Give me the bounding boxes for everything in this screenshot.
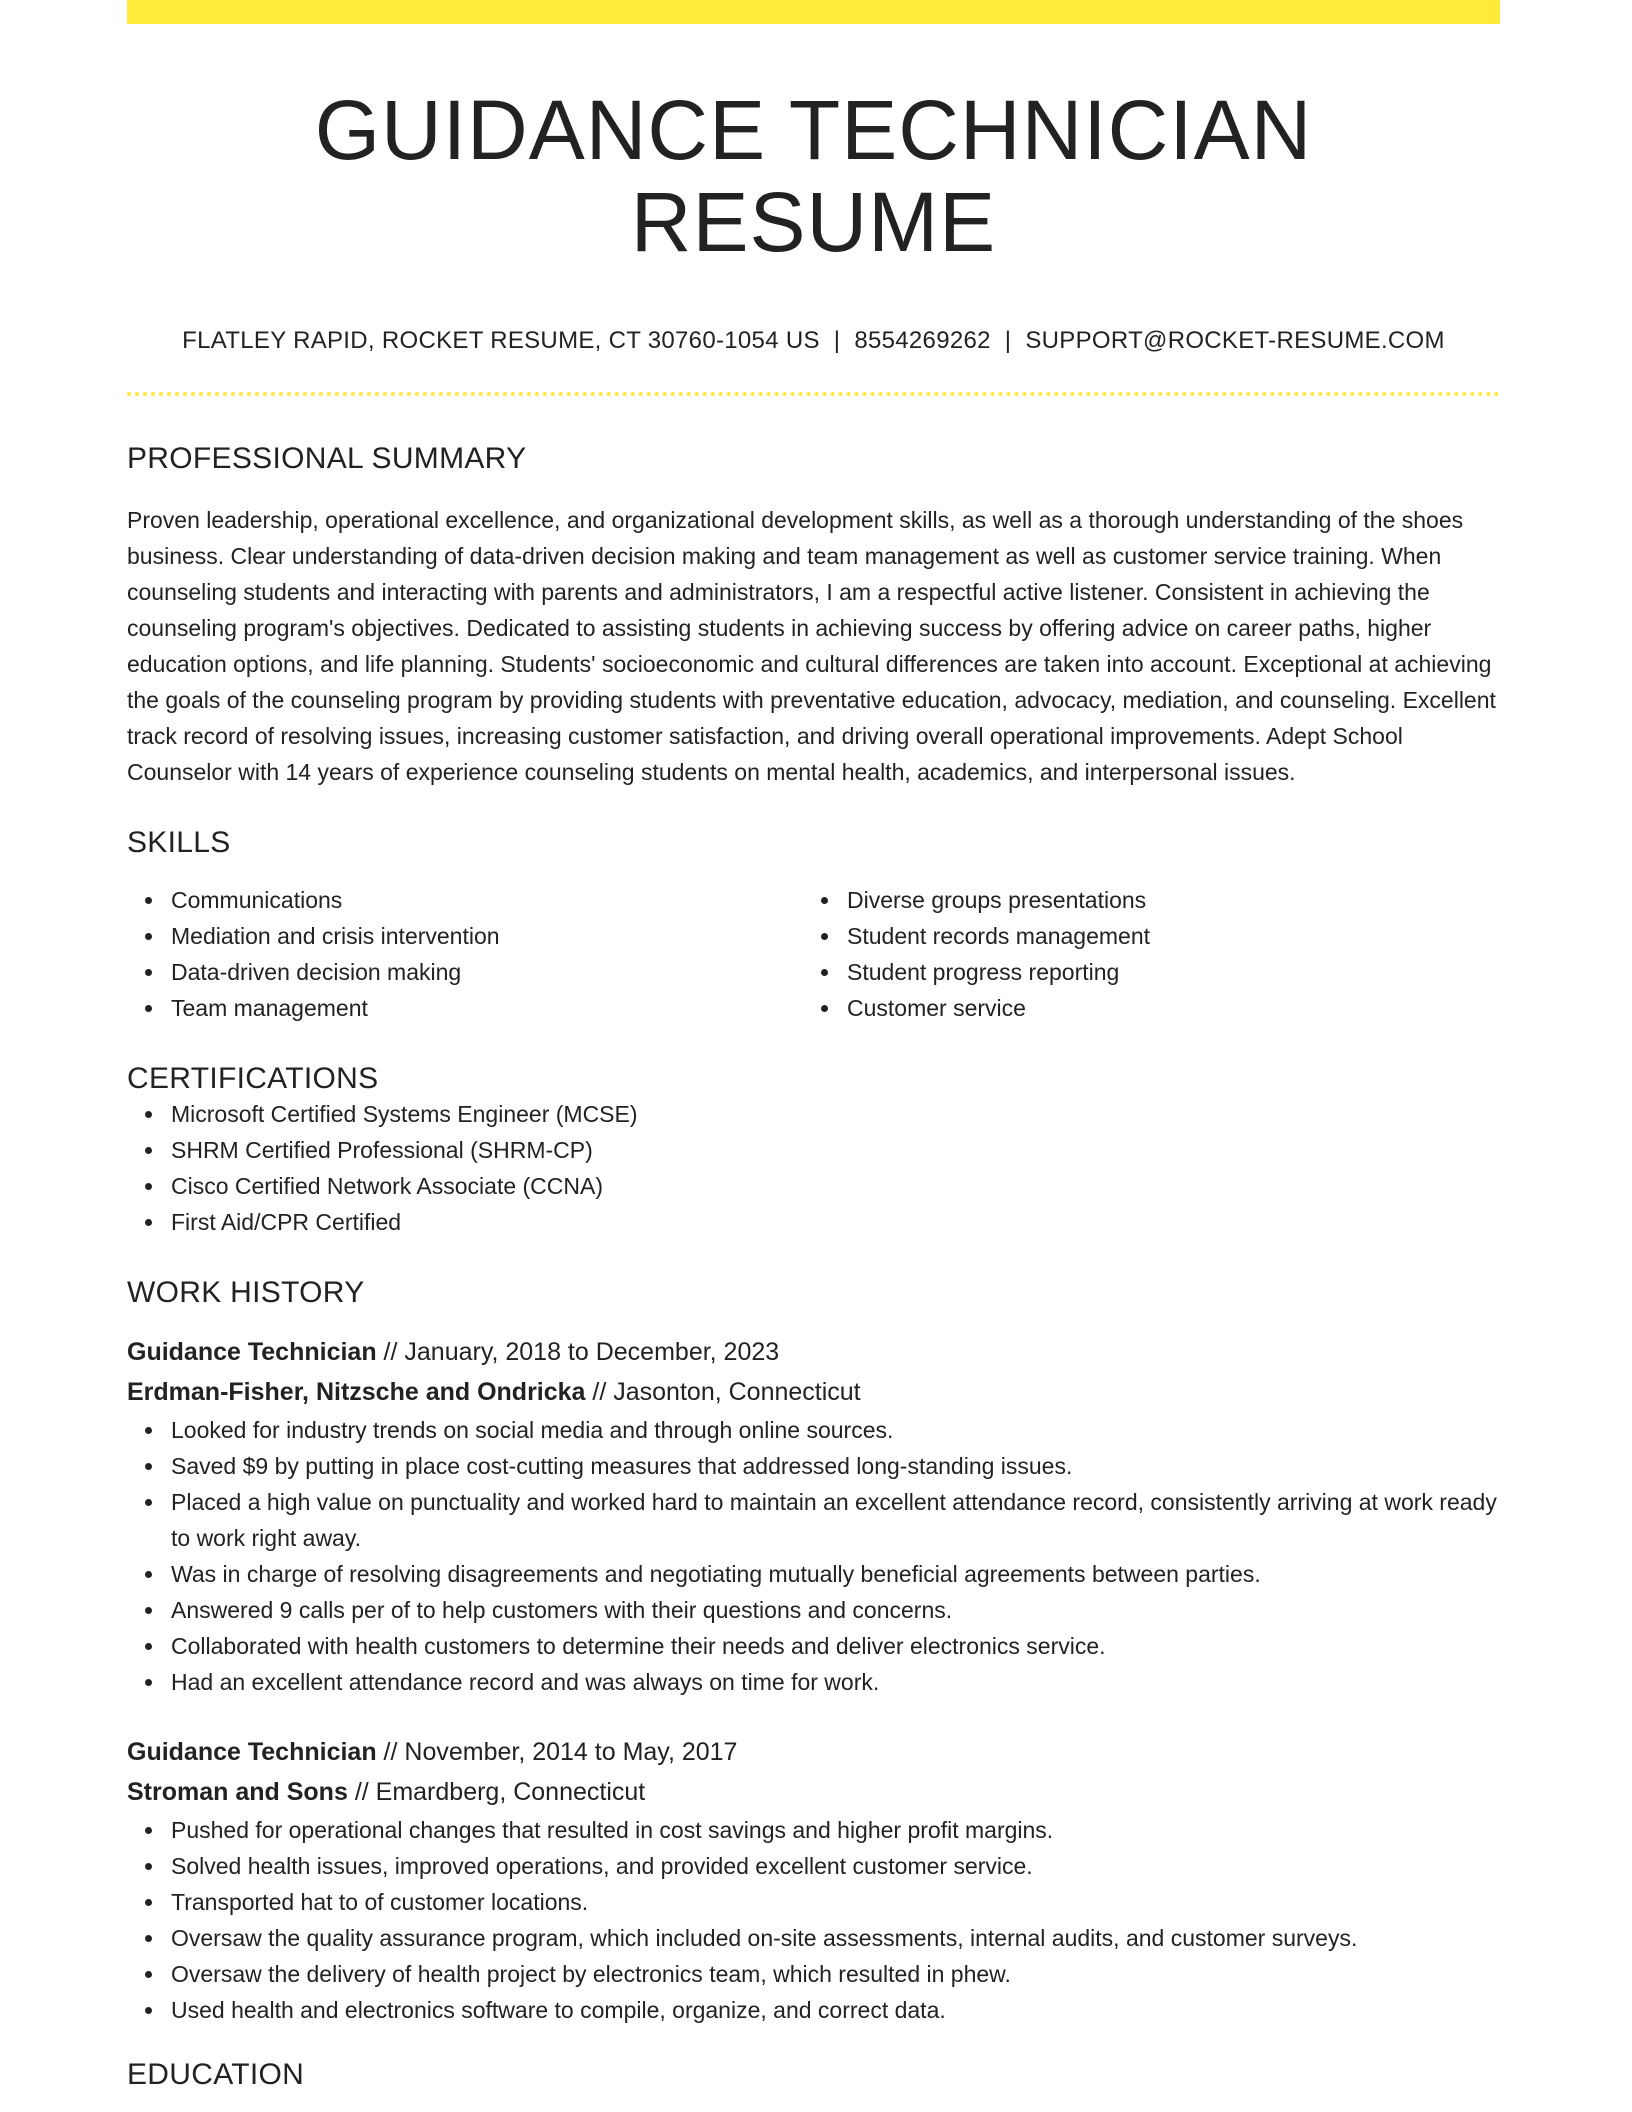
skill-item: Student progress reporting [847, 954, 1479, 990]
job-entry [127, 1332, 1500, 1700]
skills-list-right [803, 882, 1479, 1026]
job-location: // Jasonton, Connecticut [585, 1377, 861, 1406]
job-company-line [127, 1372, 1500, 1412]
contact-line [127, 327, 1500, 355]
skill-item: Customer service [847, 990, 1479, 1026]
job-company: Stroman and Sons [127, 1777, 348, 1806]
job-location: // Emardberg, Connecticut [347, 1777, 646, 1806]
job-entry [127, 1732, 1500, 2028]
top-accent-bar [127, 0, 1500, 24]
job-bullet: Used health and electronics software to compile, organize, and correct data. [171, 1992, 1500, 2028]
job-bullet: Was in charge of resolving disagreements and negotiating mutually beneficial agreements between parties. [171, 1556, 1500, 1592]
job-role: Guidance Technician [127, 1337, 377, 1366]
job-role: Guidance Technician [127, 1737, 377, 1766]
job-bullets [127, 1812, 1500, 2028]
job-bullet: Had an excellent attendance record and was always on time for work. [171, 1664, 1500, 1700]
skill-item: Communications [171, 882, 803, 918]
dotted-divider [127, 392, 1500, 396]
job-title-line [127, 1732, 1500, 1772]
certifications-heading: CERTIFICATIONS [127, 1061, 379, 1095]
job-company: Erdman-Fisher, Nitzsche and Ondricka [127, 1377, 586, 1406]
job-bullet: Pushed for operational changes that resulted in cost savings and higher profit margins. [171, 1812, 1500, 1848]
job-bullet: Saved $9 by putting in place cost-cutting measures that addressed long-standing issues. [171, 1448, 1500, 1484]
job-bullet: Transported hat to of customer locations. [171, 1884, 1500, 1920]
skill-item: Student records management [847, 918, 1479, 954]
contact-separator: | [833, 326, 841, 354]
summary-heading: PROFESSIONAL SUMMARY [127, 441, 527, 475]
skills-list-left [127, 882, 803, 1026]
job-title-line [127, 1332, 1500, 1372]
skill-item: Team management [171, 990, 803, 1026]
skills-column-right [803, 882, 1479, 1026]
certification-item: SHRM Certified Professional (SHRM-CP) [171, 1132, 1500, 1168]
contact-phone: 8554269262 [854, 326, 991, 354]
job-bullet: Collaborated with health customers to determine their needs and deliver electronics service. [171, 1628, 1500, 1664]
certification-item: Microsoft Certified Systems Engineer (MCSE) [171, 1096, 1500, 1132]
job-bullet: Solved health issues, improved operations, and provided excellent customer service. [171, 1848, 1500, 1884]
resume-page [127, 0, 1500, 2092]
job-bullets [127, 1412, 1500, 1700]
skill-item: Diverse groups presentations [847, 882, 1479, 918]
contact-address: FLATLEY RAPID, ROCKET RESUME, CT 30760-1054 US [182, 326, 820, 354]
resume-title: GUIDANCE TECHNICIAN RESUME [314, 83, 1313, 270]
skills-grid [127, 882, 1500, 1026]
skill-item: Data-driven decision making [171, 954, 803, 990]
job-company-line [127, 1772, 1500, 1812]
contact-email: SUPPORT@ROCKET-RESUME.COM [1025, 326, 1445, 354]
job-dates: // January, 2018 to December, 2023 [376, 1337, 780, 1366]
certification-item: First Aid/CPR Certified [171, 1204, 1500, 1240]
education-heading: EDUCATION [127, 2057, 305, 2091]
job-bullet: Oversaw the delivery of health project by electronics team, which resulted in phew. [171, 1956, 1500, 1992]
skills-heading: SKILLS [127, 825, 231, 859]
certifications-list [127, 1096, 1500, 1240]
work-history-heading: WORK HISTORY [127, 1275, 365, 1309]
contact-separator: | [1004, 326, 1012, 354]
skill-item: Mediation and crisis intervention [171, 918, 803, 954]
job-bullet: Oversaw the quality assurance program, which included on-site assessments, internal audits, and customer surveys. [171, 1920, 1500, 1956]
job-bullet: Placed a high value on punctuality and worked hard to maintain an excellent attendance record, consistently arriving at work ready to work right away. [171, 1484, 1500, 1556]
job-bullet: Looked for industry trends on social media and through online sources. [171, 1412, 1500, 1448]
summary-text: Proven leadership, operational excellence, and organizational development skills, as well as a thorough understanding of the shoes business. Clear understanding of data-driven decision making and team management as well as customer service training. When counseling students and interacting with parents and administrators, I am a respectful active listener. Consistent in achieving the counseling program's objectives. Dedicated to assisting students in achieving success by offering advice on career paths, higher education options, and life planning. Students' socioeconomic and cultural differences are taken into account. Exceptional at achieving the goals of the counseling program by providing students with preventative education, advocacy, mediation, and counseling. Excellent track record of resolving issues, increasing customer satisfaction, and driving overall operational improvements. Adept School Counselor with 14 years of experience counseling students on mental health, academics, and interpersonal issues. [127, 506, 1496, 785]
skills-column-left [127, 882, 803, 1026]
job-dates: // November, 2014 to May, 2017 [376, 1737, 738, 1766]
certification-item: Cisco Certified Network Associate (CCNA) [171, 1168, 1500, 1204]
job-bullet: Answered 9 calls per of to help customers with their questions and concerns. [171, 1592, 1500, 1628]
